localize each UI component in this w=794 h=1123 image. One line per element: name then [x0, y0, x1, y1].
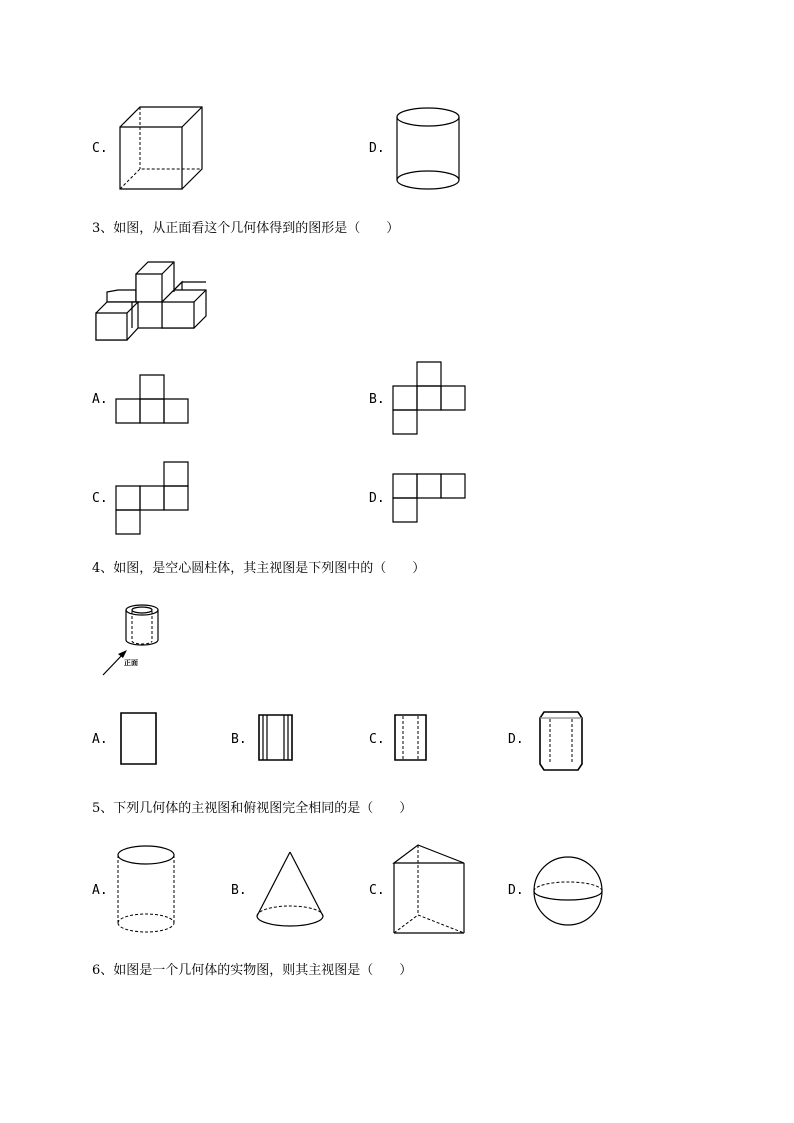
q5-sphere-figure — [532, 855, 604, 927]
q2-option-d-label: D. — [369, 141, 385, 156]
q3-option-b-figure — [392, 361, 468, 437]
q4-option-c-label: C. — [369, 732, 385, 747]
cube-figure — [118, 105, 204, 191]
q3-option-a-label: A. — [92, 392, 108, 407]
q2-option-c-label: C. — [92, 141, 108, 156]
q4-option-a-figure — [120, 712, 158, 766]
q3-option-b-label: B. — [369, 392, 385, 407]
q4-option-d-figure — [538, 710, 584, 772]
q5-cylinder-figure — [116, 845, 176, 935]
q4-option-b-figure — [258, 714, 294, 762]
stacked-cubes-figure — [94, 260, 206, 342]
q5-option-c-label: C. — [369, 883, 385, 898]
cylinder-figure — [395, 107, 461, 191]
q6-question: 6、如图是一个几何体的实物图，则其主视图是（ ） — [92, 963, 413, 978]
q3-option-d-label: D. — [369, 491, 385, 506]
q3-question: 3、如图，从正面看这个几何体得到的图形是（ ） — [92, 221, 400, 236]
q3-option-d-figure — [392, 473, 468, 524]
q4-option-a-label: A. — [92, 732, 108, 747]
front-label: 正面 — [124, 659, 138, 667]
q3-option-a-figure — [115, 374, 191, 425]
q4-question: 4、如图，是空心圆柱体，其主视图是下列图中的（ ） — [92, 561, 426, 576]
q5-cone-figure — [255, 850, 325, 930]
q5-option-a-label: A. — [92, 883, 108, 898]
q3-option-c-figure — [115, 461, 191, 537]
q3-option-c-label: C. — [92, 491, 108, 506]
q4-option-c-figure — [394, 714, 428, 762]
q5-option-d-label: D. — [508, 883, 524, 898]
q4-option-b-label: B. — [231, 732, 247, 747]
q4-option-d-label: D. — [508, 732, 524, 747]
q5-option-b-label: B. — [231, 883, 247, 898]
q5-prism-figure — [392, 843, 466, 935]
q5-question: 5、下列几何体的主视图和俯视图完全相同的是（ ） — [92, 801, 413, 816]
